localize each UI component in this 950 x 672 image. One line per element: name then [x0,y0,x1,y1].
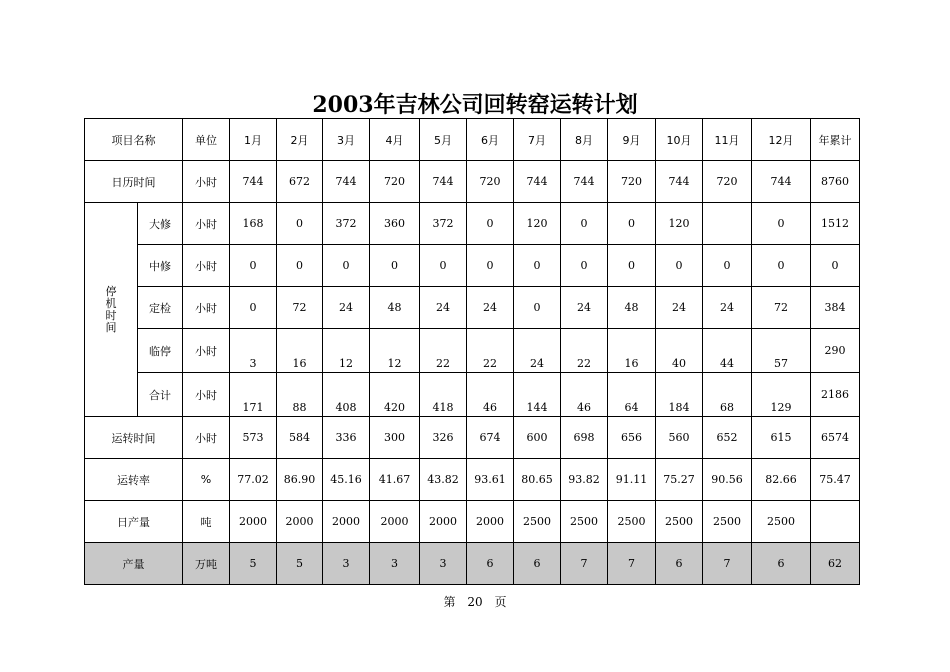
value-cell: 0 [277,245,323,287]
value-cell: 0 [277,203,323,245]
row-label: 大修 [138,203,183,245]
header-month: 11月 [703,119,752,161]
total-cell: 62 [811,543,860,585]
value-cell: 744 [752,161,811,203]
value-cell: 6 [656,543,703,585]
value-cell: 2500 [608,501,656,543]
value-cell: 744 [230,161,277,203]
row-label: 定检 [138,287,183,329]
value-cell: 24 [561,287,608,329]
value-cell: 171 [230,373,277,417]
header-month: 5月 [420,119,467,161]
value-cell: 12 [370,329,420,373]
value-cell: 0 [703,245,752,287]
value-cell [703,203,752,245]
value-cell: 744 [514,161,561,203]
value-cell: 48 [608,287,656,329]
value-cell: 2000 [467,501,514,543]
value-cell: 720 [467,161,514,203]
total-cell [811,501,860,543]
value-cell: 24 [703,287,752,329]
value-cell: 45.16 [323,459,370,501]
value-cell: 584 [277,417,323,459]
value-cell: 2000 [230,501,277,543]
value-cell: 24 [420,287,467,329]
value-cell: 720 [370,161,420,203]
value-cell: 184 [656,373,703,417]
value-cell: 93.82 [561,459,608,501]
header-total: 年累计 [811,119,860,161]
value-cell: 744 [561,161,608,203]
value-cell: 41.67 [370,459,420,501]
downtime-group-label: 停 机 时 间 [85,203,138,417]
value-cell: 144 [514,373,561,417]
value-cell: 2500 [514,501,561,543]
value-cell: 420 [370,373,420,417]
total-cell: 1512 [811,203,860,245]
page-number: 20 [467,595,483,609]
row-unit: 小时 [183,203,230,245]
value-cell: 7 [608,543,656,585]
value-cell: 326 [420,417,467,459]
value-cell: 80.65 [514,459,561,501]
value-cell: 0 [608,203,656,245]
value-cell: 168 [230,203,277,245]
value-cell: 652 [703,417,752,459]
value-cell: 0 [323,245,370,287]
row-unit: 小时 [183,329,230,373]
value-cell: 57 [752,329,811,373]
total-cell: 0 [811,245,860,287]
value-cell: 418 [420,373,467,417]
page-footer [0,593,950,610]
value-cell: 3 [230,329,277,373]
value-cell: 22 [561,329,608,373]
total-cell: 2186 [811,373,860,417]
value-cell: 0 [467,245,514,287]
value-cell: 68 [703,373,752,417]
table-row [85,161,860,203]
value-cell: 672 [277,161,323,203]
value-cell: 0 [514,245,561,287]
value-cell: 44 [703,329,752,373]
value-cell: 0 [752,203,811,245]
value-cell: 22 [420,329,467,373]
value-cell: 372 [420,203,467,245]
row-label: 产量 [85,543,183,585]
value-cell: 24 [467,287,514,329]
header-month: 12月 [752,119,811,161]
value-cell: 64 [608,373,656,417]
header-row [85,119,860,161]
value-cell: 6 [752,543,811,585]
value-cell: 24 [514,329,561,373]
value-cell: 560 [656,417,703,459]
value-cell: 77.02 [230,459,277,501]
table-row [85,543,860,585]
row-unit: 小时 [183,161,230,203]
value-cell: 674 [467,417,514,459]
footer-prefix: 第 [443,595,456,609]
value-cell: 2000 [420,501,467,543]
value-cell: 40 [656,329,703,373]
value-cell: 72 [277,287,323,329]
value-cell: 0 [230,287,277,329]
value-cell: 744 [656,161,703,203]
header-month: 9月 [608,119,656,161]
header-month: 6月 [467,119,514,161]
value-cell: 82.66 [752,459,811,501]
table-row [85,417,860,459]
value-cell: 3 [323,543,370,585]
table-row [85,245,860,287]
value-cell: 2000 [323,501,370,543]
row-label: 临停 [138,329,183,373]
value-cell: 72 [752,287,811,329]
value-cell: 300 [370,417,420,459]
value-cell: 573 [230,417,277,459]
row-label: 运转率 [85,459,183,501]
footer-suffix: 页 [494,595,507,609]
row-unit: 小时 [183,287,230,329]
value-cell: 0 [420,245,467,287]
value-cell: 75.27 [656,459,703,501]
value-cell: 2500 [703,501,752,543]
row-unit: 小时 [183,245,230,287]
value-cell: 7 [561,543,608,585]
value-cell: 5 [230,543,277,585]
table-row [85,287,860,329]
value-cell: 408 [323,373,370,417]
value-cell: 0 [752,245,811,287]
value-cell: 5 [277,543,323,585]
value-cell: 91.11 [608,459,656,501]
total-cell: 384 [811,287,860,329]
header-month: 1月 [230,119,277,161]
value-cell: 22 [467,329,514,373]
value-cell: 93.61 [467,459,514,501]
table-row [85,329,860,373]
value-cell: 88 [277,373,323,417]
value-cell: 0 [230,245,277,287]
table-row [85,373,860,417]
value-cell: 46 [467,373,514,417]
operation-plan-table [84,118,860,585]
value-cell: 698 [561,417,608,459]
row-unit: 小时 [183,417,230,459]
value-cell: 129 [752,373,811,417]
value-cell: 43.82 [420,459,467,501]
header-month: 10月 [656,119,703,161]
value-cell: 656 [608,417,656,459]
row-label: 日历时间 [85,161,183,203]
value-cell: 2500 [561,501,608,543]
value-cell: 16 [608,329,656,373]
value-cell: 0 [514,287,561,329]
value-cell: 2500 [656,501,703,543]
value-cell: 744 [323,161,370,203]
value-cell: 600 [514,417,561,459]
value-cell: 46 [561,373,608,417]
row-label: 中修 [138,245,183,287]
total-cell: 75.47 [811,459,860,501]
value-cell: 0 [467,203,514,245]
value-cell: 48 [370,287,420,329]
value-cell: 24 [323,287,370,329]
value-cell: 0 [561,245,608,287]
table-row [85,459,860,501]
value-cell: 86.90 [277,459,323,501]
total-cell: 8760 [811,161,860,203]
value-cell: 372 [323,203,370,245]
value-cell: 120 [514,203,561,245]
value-cell: 2500 [752,501,811,543]
value-cell: 0 [370,245,420,287]
value-cell: 0 [561,203,608,245]
page-title: 2003年吉林公司回转窑运转计划 [312,92,638,118]
row-unit: 万吨 [183,543,230,585]
header-unit: 单位 [183,119,230,161]
value-cell: 615 [752,417,811,459]
header-month: 2月 [277,119,323,161]
value-cell: 90.56 [703,459,752,501]
total-cell: 290 [811,329,860,373]
header-month: 4月 [370,119,420,161]
value-cell: 2000 [277,501,323,543]
value-cell: 336 [323,417,370,459]
value-cell: 3 [370,543,420,585]
header-month: 7月 [514,119,561,161]
value-cell: 3 [420,543,467,585]
total-cell: 6574 [811,417,860,459]
value-cell: 7 [703,543,752,585]
table-row [85,501,860,543]
table-row [85,203,860,245]
value-cell: 720 [608,161,656,203]
row-unit: 小时 [183,373,230,417]
value-cell: 744 [420,161,467,203]
value-cell: 120 [656,203,703,245]
value-cell: 2000 [370,501,420,543]
value-cell: 12 [323,329,370,373]
value-cell: 6 [467,543,514,585]
value-cell: 0 [656,245,703,287]
row-unit: % [183,459,230,501]
row-label: 运转时间 [85,417,183,459]
value-cell: 6 [514,543,561,585]
value-cell: 16 [277,329,323,373]
header-item: 项目名称 [85,119,183,161]
value-cell: 360 [370,203,420,245]
header-month: 8月 [561,119,608,161]
row-label: 合计 [138,373,183,417]
value-cell: 0 [608,245,656,287]
row-label: 日产量 [85,501,183,543]
row-unit: 吨 [183,501,230,543]
value-cell: 720 [703,161,752,203]
header-month: 3月 [323,119,370,161]
value-cell: 24 [656,287,703,329]
